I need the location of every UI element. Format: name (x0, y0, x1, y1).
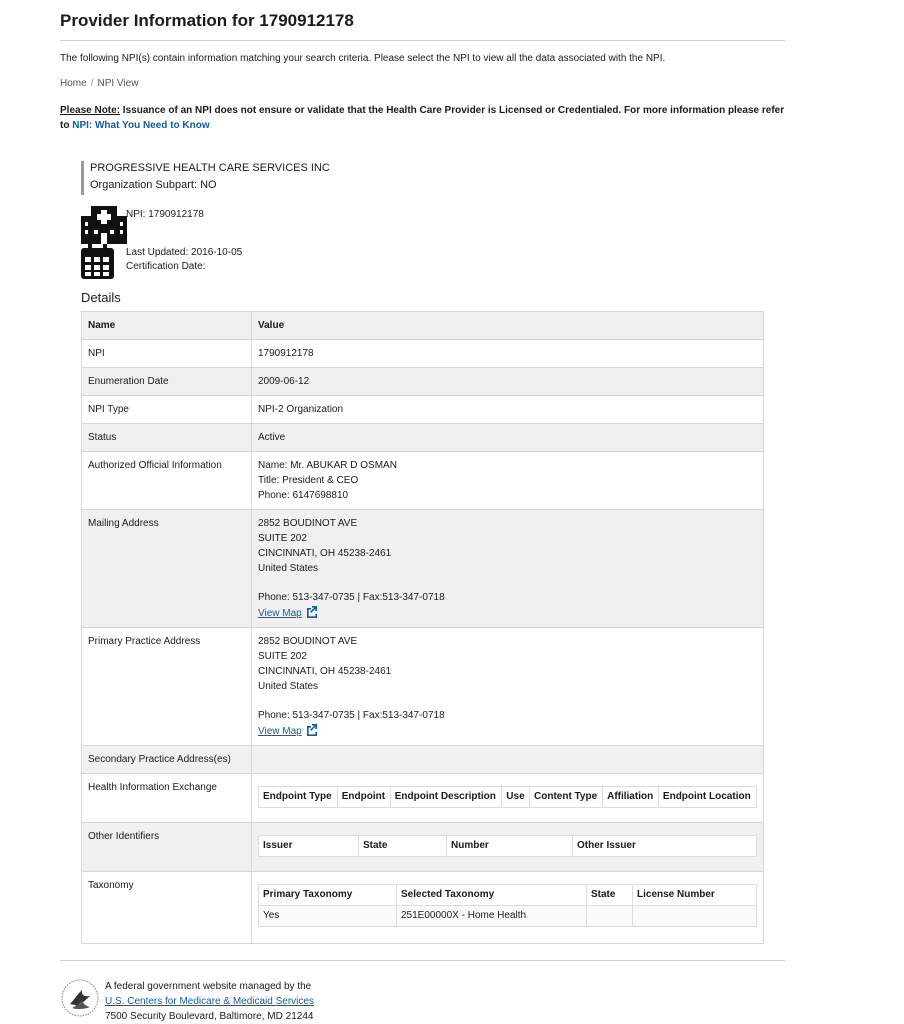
row-label: Status (82, 424, 252, 452)
other-identifiers-value (252, 823, 764, 872)
footer-divider (60, 960, 785, 961)
taxonomy-row (259, 906, 757, 927)
calendar-icon (81, 244, 114, 279)
hie-header: Endpoint Type (259, 787, 338, 808)
table-row (82, 396, 764, 424)
hie-value (252, 774, 764, 823)
update-info (126, 246, 242, 274)
hie-header: Endpoint Description (390, 787, 502, 808)
row-label: NPI (82, 340, 252, 368)
status-value: Active (252, 424, 764, 452)
license-number-cell (633, 906, 757, 927)
footer-address: 7500 Security Boulevard, Baltimore, MD 21244 (105, 1011, 314, 1022)
table-row (82, 368, 764, 396)
hie-header: Endpoint Location (658, 787, 756, 808)
row-label: Taxonomy (82, 872, 252, 944)
identifier-header: Issuer (259, 836, 359, 857)
details-heading: Details (81, 290, 121, 305)
last-updated: Last Updated: 2016-10-05 (126, 247, 243, 258)
row-label: Other Identifiers (82, 823, 252, 872)
table-row (82, 340, 764, 368)
taxonomy-value (252, 872, 764, 944)
hie-header: Endpoint (337, 787, 390, 808)
footer-managed-by: A federal government website managed by the (105, 981, 312, 992)
note-text: Issuance of an NPI does not ensure or validate that the Health Care Provider is Licensed or Credentialed. For more information please refer to (60, 105, 785, 131)
table-row (82, 774, 764, 823)
breadcrumb-home-link[interactable]: Home (60, 78, 87, 89)
address-line: United States (258, 681, 319, 692)
hie-header: Affiliation (603, 787, 659, 808)
primary-address-value (252, 628, 764, 746)
intro-text: The following NPI(s) contain information matching your search criteria. Please select the NPI to view all the data associated with the NPI. (60, 53, 666, 64)
certification-date: Certification Date: (126, 261, 206, 272)
row-label: Health Information Exchange (82, 774, 252, 823)
breadcrumb-separator: / (90, 78, 94, 89)
provider-header (81, 161, 330, 195)
enumeration-date-value: 2009-06-12 (252, 368, 764, 396)
note-label: Please Note: (60, 105, 121, 116)
hie-header: Content Type (530, 787, 603, 808)
primary-taxonomy-cell: Yes (259, 906, 397, 927)
selected-taxonomy-cell: 251E00000X - Home Health (397, 906, 587, 927)
table-header-row (82, 312, 764, 340)
npi-number: NPI: 1790912178 (126, 209, 204, 220)
hhs-eagle-logo (60, 978, 100, 1018)
details-table (81, 311, 764, 944)
page-header (60, 0, 785, 31)
state-cell (587, 906, 633, 927)
other-identifiers-table (258, 835, 757, 857)
address-line: 2852 BOUDINOT AVE (258, 636, 358, 647)
table-row (82, 452, 764, 510)
table-row (82, 510, 764, 628)
taxonomy-table (258, 884, 757, 927)
row-label: Enumeration Date (82, 368, 252, 396)
taxonomy-header: License Number (633, 885, 757, 906)
breadcrumb-current: NPI View (97, 78, 139, 89)
npi-need-to-know-link[interactable]: NPI: What You Need to Know (72, 120, 210, 131)
taxonomy-header: Selected Taxonomy (397, 885, 587, 906)
address-line: CINCINNATI, OH 45238-2461 (258, 548, 392, 559)
external-link-icon[interactable] (305, 605, 318, 618)
npi-type-value: NPI-2 Organization (252, 396, 764, 424)
row-label: NPI Type (82, 396, 252, 424)
cms-link[interactable]: U.S. Centers for Medicare & Medicaid Services (105, 996, 314, 1007)
identifier-header: Other Issuer (573, 836, 757, 857)
taxonomy-header: Primary Taxonomy (259, 885, 397, 906)
hospital-icon (81, 206, 127, 244)
value-column-header: Value (252, 312, 764, 340)
phone-fax: Phone: 513-347-0735 | Fax:513-347-0718 (258, 592, 445, 603)
table-row (82, 823, 764, 872)
please-note (60, 103, 790, 133)
organization-subpart: Organization Subpart: NO (90, 179, 217, 191)
phone-fax: Phone: 513-347-0735 | Fax:513-347-0718 (258, 710, 445, 721)
identifier-header: Number (447, 836, 573, 857)
view-map-link[interactable]: View Map (258, 608, 302, 619)
breadcrumb (60, 78, 138, 90)
secondary-address-value (252, 746, 764, 774)
address-line: SUITE 202 (258, 533, 307, 544)
taxonomy-header: State (587, 885, 633, 906)
table-row (82, 746, 764, 774)
npi-value: 1790912178 (252, 340, 764, 368)
row-label: Primary Practice Address (82, 628, 252, 746)
mailing-address-value (252, 510, 764, 628)
table-row (82, 424, 764, 452)
table-row (82, 872, 764, 944)
official-title: Title: President & CEO (258, 475, 359, 486)
official-phone: Phone: 6147698810 (258, 490, 349, 501)
hie-table (258, 786, 757, 808)
table-row (82, 628, 764, 746)
row-label: Authorized Official Information (82, 452, 252, 510)
hie-header: Use (502, 787, 530, 808)
name-column-header: Name (82, 312, 252, 340)
row-label: Secondary Practice Address(es) (82, 746, 252, 774)
address-line: 2852 BOUDINOT AVE (258, 518, 358, 529)
provider-name: PROGRESSIVE HEALTH CARE SERVICES INC (90, 162, 330, 174)
title-divider (60, 40, 785, 41)
footer (105, 979, 314, 1024)
address-line: CINCINNATI, OH 45238-2461 (258, 666, 392, 677)
external-link-icon[interactable] (305, 723, 318, 736)
address-line: SUITE 202 (258, 651, 307, 662)
official-name: Name: Mr. ABUKAR D OSMAN (258, 460, 397, 471)
view-map-link[interactable]: View Map (258, 726, 302, 737)
address-line: United States (258, 563, 319, 574)
authorized-official-value (252, 452, 764, 510)
row-label: Mailing Address (82, 510, 252, 628)
page-title: Provider Information for 1790912178 (60, 11, 354, 30)
identifier-header: State (359, 836, 447, 857)
